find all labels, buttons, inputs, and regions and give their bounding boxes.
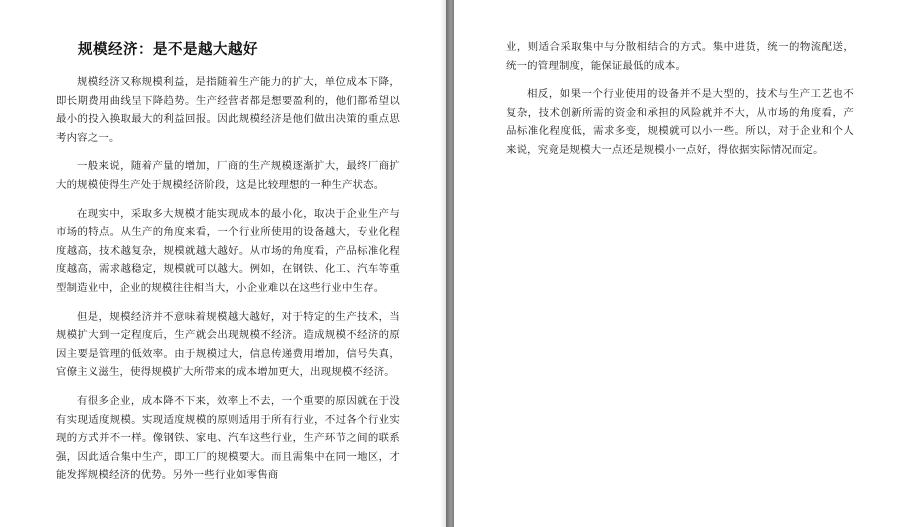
- paragraph: 但是，规模经济并不意味着规模越大越好，对于特定的生产技术，当规模扩大到一定程度后，生产就会出现规模不经济。造成规模不经济的原因主要是管理的低效率。由于规模过大，信息传递费用增加，信号失真，官僚主义滋生，使得规模扩大所带来的成本增加更大，出现规模不经济。: [56, 310, 400, 379]
- paragraph: 相反，如果一个行业使用的设备并不是大型的，技术与生产工艺也不复杂，技术创新所需的资金和承担的风险就并不大，从市场的角度看，产品标准化程度低，需求多变，规模就可以小一些。所以，对于企业和个人来说，究竟是规模大一点还是规模小一点好，得依据实际情况而定。: [506, 88, 854, 156]
- page-right: [454, 0, 900, 527]
- document-title: 规模经济：是不是越大越好: [78, 42, 258, 58]
- paragraph: 规模经济又称规模利益，是指随着生产能力的扩大，单位成本下降，即长期费用曲线呈下降趋势。生产经营者都是想要盈利的，他们都希望以最小的投入换取最大的利益回报。因此规模经济是他们做出决策的重点思考内容之一。: [56, 76, 400, 144]
- paragraph: 有很多企业，成本降不下来，效率上不去，一个重要的原因就在于没有实现适度规模。实现适度规模的原则适用于所有行业，不过各个行业实现的方式并不一样。像钢铁、家电、汽车这些行业，生产环节之间的联系强，因此适合集中生产，即工厂的规模要大。而且需集中在同一地区，才能发挥规模经济的优势。另外一些行业如零售商: [56, 394, 400, 482]
- page-left: [0, 0, 446, 527]
- paragraph: 在现实中，采取多大规模才能实现成本的最小化，取决于企业生产与市场的特点。从生产的角度来看，一个行业所使用的设备越大，专业化程度越高，技术越复杂，规模就越大越好。从市场的角度看，产品标准化程度越高，需求越稳定，规模就可以越大。例如，在钢铁、化工、汽车等重型制造业中，企业的规模往往相当大，小企业难以在这些行业中生存。: [56, 207, 400, 294]
- paragraph: 一般来说，随着产量的增加，厂商的生产规模逐渐扩大，最终厂商扩大的规模使得生产处于规模经济阶段，这是比较理想的一种生产状态。: [56, 160, 400, 191]
- page-divider: [446, 0, 454, 527]
- paragraph-continued: 业，则适合采取集中与分散相结合的方式。集中进货，统一的物流配送，统一的管理制度，能保证最低的成本。: [506, 41, 854, 72]
